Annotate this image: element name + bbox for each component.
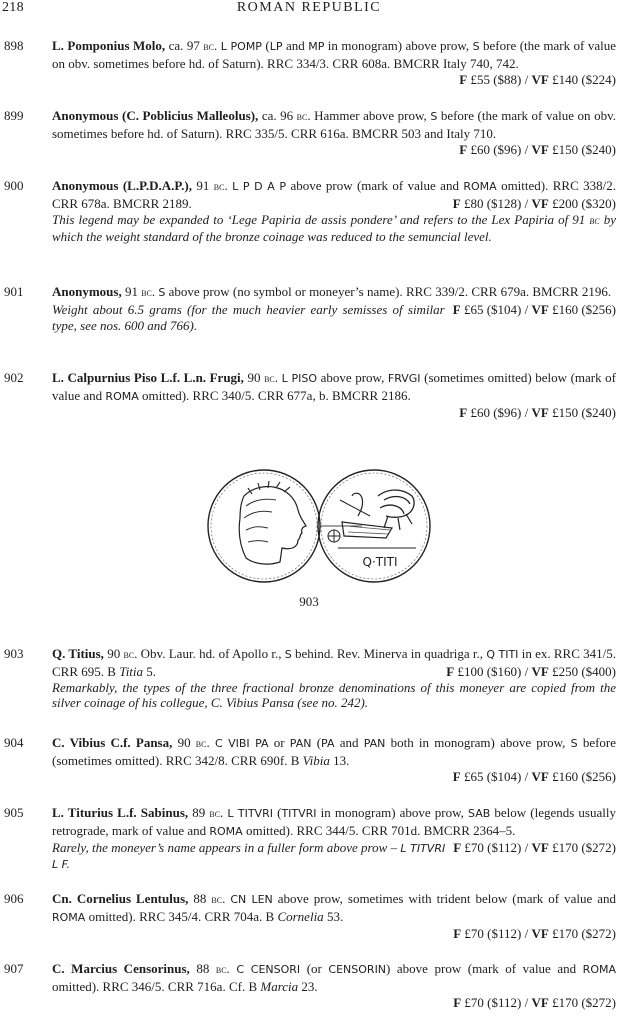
- price-line: F £65 ($104) / VF £160 ($256): [452, 301, 616, 317]
- family-name: Titia: [119, 663, 144, 679]
- entry-text: omitted). RRC 338/2. CRR 678a. BMCRR 2189.: [52, 178, 617, 211]
- era-abbrev: bc: [264, 373, 275, 385]
- entry-text: Weight about 6.5 grams (for the much heavier early semisses of similar type, see nos. 600 and 766).: [52, 301, 445, 333]
- entry-description: [52, 178, 616, 212]
- entry-body: [52, 891, 616, 941]
- grade-vf-label: VF: [531, 195, 549, 211]
- entry-body: [52, 961, 616, 1010]
- entry-description: [52, 108, 616, 157]
- moneyer-name: L. Calpurnius Piso L.f. L.n. Frugi,: [52, 370, 244, 385]
- entry-text: 89: [188, 805, 210, 820]
- entry-body: [52, 178, 616, 245]
- coin-legend: PAN: [363, 737, 386, 750]
- entry-text: .: [224, 178, 233, 193]
- moneyer-name: L. Titurius L.f. Sabinus,: [52, 805, 189, 820]
- entry-text: above prow, sometimes with trident below (mark of value and: [272, 891, 617, 906]
- entry-description: [52, 370, 616, 405]
- coin-legend: S: [570, 737, 578, 750]
- moneyer-name: Q. Titius,: [52, 646, 104, 661]
- entry-text: omitted). RRC 346/5. CRR 716a. Cf. B: [52, 978, 261, 994]
- moneyer-name: Anonymous,: [52, 284, 122, 299]
- entry-text: 90: [243, 370, 265, 385]
- family-name: Vibia: [302, 752, 330, 768]
- grade-vf-label: VF: [531, 404, 549, 420]
- entry-number: 903: [4, 646, 24, 661]
- entry-text: 91: [191, 178, 214, 193]
- entry-text: 88: [189, 961, 216, 976]
- entry-text: ) above prow (mark of value and: [386, 961, 583, 976]
- entry-description: [52, 735, 616, 769]
- coin-legend: ROMA: [105, 389, 139, 403]
- moneyer-name: Anonymous (L.P.D.A.P.),: [52, 178, 192, 193]
- era-abbrev: bc: [211, 894, 223, 906]
- entry-body: [52, 38, 616, 87]
- grade-vf-label: VF: [531, 141, 549, 157]
- moneyer-name: L. Pomponius Molo,: [52, 38, 166, 53]
- price-vf: £160 ($256): [552, 768, 616, 784]
- entry-text: . Obv. Laur. hd. of Apollo r.,: [134, 646, 285, 661]
- grade-f-label: F: [453, 925, 462, 941]
- entry-body: [52, 646, 616, 711]
- entry-text: below (legends usually retrograde, mark of value and: [52, 805, 616, 838]
- entry-description: [52, 891, 616, 926]
- price-vf: £150 ($240): [552, 404, 616, 420]
- family-name: Cornelia: [277, 908, 324, 924]
- price-line: F £60 ($96) / VF £150 ($240): [459, 404, 616, 420]
- entry-text: .: [220, 805, 228, 820]
- entry-text: both in monogram) above prow,: [385, 735, 571, 750]
- entry-number: 900: [4, 178, 24, 193]
- page-header: [0, 0, 618, 22]
- price-vf: £250 ($400): [552, 663, 616, 679]
- price-line: F £65 ($104) / VF £160 ($256): [452, 768, 616, 784]
- entry-text: .: [222, 891, 231, 906]
- era-abbrev: bc: [209, 808, 221, 820]
- moneyer-name: C. Marcius Censorinus,: [52, 961, 190, 976]
- entry-text: (sometimes omitted) below (mark of value and: [52, 370, 617, 403]
- coin-legend: ROMA: [582, 963, 616, 976]
- entry-body: [52, 108, 616, 157]
- grade-vf-label: VF: [531, 925, 549, 941]
- moneyer-name: Anonymous (C. Poblicius Malleolus),: [52, 108, 259, 123]
- entry-text: Rarely, the moneyer’s name appears in a fuller form above prow –: [52, 839, 401, 855]
- price-vf: £200 ($320): [552, 195, 616, 211]
- grade-f-label: F: [459, 141, 468, 157]
- entry-text: in monogram) above prow,: [316, 805, 469, 820]
- illustration-caption: 903: [299, 594, 319, 609]
- price-vf: £160 ($256): [552, 301, 616, 317]
- grade-f-label: F: [453, 839, 462, 855]
- era-abbrev: bc: [203, 41, 214, 53]
- coin-legend: SAB: [468, 807, 491, 820]
- coin-legend: S: [472, 40, 480, 53]
- coin-legend: ROMA: [52, 910, 86, 924]
- grade-vf-label: VF: [531, 301, 549, 317]
- entry-text: 88: [188, 891, 212, 906]
- grade-vf-label: VF: [531, 839, 549, 855]
- price-line: F £70 ($112) / VF £170 ($272): [453, 994, 616, 1010]
- entry-body: [52, 735, 616, 784]
- price-line: F £70 ($112) / VF £170 ($272): [453, 839, 616, 855]
- coin-legend: ROMA: [463, 180, 497, 193]
- grade-f-label: F: [459, 71, 468, 87]
- entry-text: ca. 96: [258, 108, 297, 123]
- era-abbrev: bc: [195, 738, 207, 750]
- entry-text: before (the mark of value on obv. sometimes before hd. of Saturn). RRC 334/3. CRR 608a. BMCRR Italy 740, 742.: [52, 38, 616, 71]
- entry-number: 902: [4, 370, 24, 385]
- coin-legend: L TITVRI L F.: [52, 841, 446, 872]
- entry-text: 53.: [323, 908, 344, 924]
- entry-text: 23.: [298, 978, 318, 994]
- page-number: 218: [2, 0, 24, 15]
- era-abbrev: bc: [215, 964, 227, 976]
- entry-text: in monogram) above prow,: [324, 38, 473, 53]
- entry-text: Remarkably, the types of the three fractional bronze denominations of this moneyer are copied from the silver coinage of his collegue, C. Vibius Pansa (see no. 242).: [52, 679, 616, 711]
- entry-text: This legend may be expanded to ‘Lege Papiria de assis pondere’ and refers to the Lex Papiria of 91: [52, 211, 590, 227]
- entry-note: [52, 680, 616, 712]
- entry-text: 91: [121, 284, 142, 299]
- entry-note: [52, 212, 616, 246]
- era-abbrev: bc: [296, 111, 308, 123]
- price-f: £100 ($160): [457, 663, 522, 679]
- entry-text: omitted). RRC 340/5. CRR 677a, b. BMCRR 2186.: [138, 387, 411, 403]
- coin-legend: LP: [269, 40, 283, 53]
- coin-legend: PAN: [289, 737, 312, 750]
- entry-text: 90: [103, 646, 124, 661]
- price-line: F £60 ($96) / VF £150 ($240): [459, 141, 616, 157]
- coin-legend: S: [430, 110, 438, 123]
- entry-text: .: [151, 284, 159, 299]
- grade-f-label: F: [459, 404, 468, 420]
- entry-number: 907: [4, 961, 24, 976]
- era-abbrev: bc: [141, 287, 152, 299]
- entry-text: 13.: [329, 752, 350, 768]
- entry-body: [52, 370, 616, 420]
- entry-text: .: [274, 370, 282, 385]
- coin-legend: FRVGI: [387, 372, 421, 385]
- entry-text: above prow (no symbol or moneyer’s name). RRC 339/2. CRR 679a. BMCRR 2196.: [165, 284, 612, 299]
- price-f: £60 ($96): [470, 404, 522, 420]
- entry-text: by which the weight standard of the bronze coinage was reduced to the semuncial level.: [52, 211, 616, 245]
- entry-number: 904: [4, 735, 24, 750]
- entry-text: omitted). RRC 345/4. CRR 704a. B: [85, 908, 278, 924]
- entry-text: and: [282, 38, 309, 53]
- running-head: ROMAN REPUBLIC: [236, 0, 382, 15]
- era-abbrev: bc: [589, 214, 600, 227]
- price-f: £65 ($104): [463, 768, 522, 784]
- coin-legend: C VIBI PA: [214, 737, 269, 750]
- entry-text: omitted). RRC 344/5. CRR 701d. BMCRR 2364–5.: [242, 822, 516, 838]
- price-f: £55 ($88): [470, 71, 522, 87]
- price-line: F £80 ($128) / VF £200 ($320): [452, 195, 616, 211]
- price-f: £80 ($128): [463, 195, 522, 211]
- entry-description: [52, 38, 616, 87]
- entry-text: .: [226, 961, 237, 976]
- entry-text: (: [261, 38, 270, 53]
- entry-text: in ex. RRC 341/5. CRR 695. B: [52, 646, 617, 679]
- entry-number: 899: [4, 108, 24, 123]
- entry-text: . Hammer above prow,: [307, 108, 431, 123]
- entry-text: (: [272, 805, 282, 820]
- price-vf: £140 ($224): [552, 71, 616, 87]
- grade-f-label: F: [452, 768, 461, 784]
- grade-vf-label: VF: [531, 663, 549, 679]
- price-line: F £70 ($112) / VF £170 ($272): [453, 925, 616, 941]
- grade-f-label: F: [453, 994, 462, 1010]
- entry-text: or: [268, 735, 290, 750]
- entry-text: 5.: [143, 663, 157, 679]
- entry-text: before (the mark of value on obv. sometimes before hd. of Saturn). RRC 335/5. CRR 616a. BMCRR 503 and Italy 710.: [52, 108, 616, 141]
- price-f: £60 ($96): [470, 141, 522, 157]
- price-vf: £170 ($272): [552, 839, 616, 855]
- coin-legend: L TITVRI: [227, 807, 273, 820]
- entry-text: before (sometimes omitted). RRC 342/8. CRR 690f. B: [52, 735, 617, 768]
- entry-text: above prow (mark of value and: [286, 178, 464, 193]
- grade-vf-label: VF: [531, 71, 549, 87]
- coin-legend: CN LEN: [230, 893, 273, 906]
- entry-body: [52, 284, 616, 333]
- entry-number: 906: [4, 891, 24, 906]
- price-vf: £170 ($272): [552, 925, 616, 941]
- price-f: £70 ($112): [464, 839, 522, 855]
- coin-legend: ROMA: [209, 824, 243, 838]
- price-line: F £55 ($88) / VF £140 ($224): [459, 71, 616, 87]
- entry-text: ca. 97: [165, 38, 204, 53]
- coin-legend: MP: [308, 40, 325, 53]
- coin-legend: TITVRI: [281, 807, 317, 820]
- entry-body: [52, 805, 616, 873]
- entry-text: .: [206, 735, 215, 750]
- entry-text: and: [334, 735, 364, 750]
- moneyer-name: C. Vibius C.f. Pansa,: [52, 735, 173, 750]
- price-vf: £150 ($240): [552, 141, 616, 157]
- coin-legend: Q TITI: [486, 648, 519, 661]
- price-f: £70 ($112): [464, 925, 522, 941]
- entry-description: [52, 961, 616, 995]
- grade-vf-label: VF: [531, 768, 549, 784]
- entry-text: (: [311, 735, 322, 750]
- entry-description: [52, 646, 616, 680]
- grade-f-label: F: [446, 663, 455, 679]
- era-abbrev: bc: [123, 649, 135, 661]
- entry-text: 90: [172, 735, 196, 750]
- grade-vf-label: VF: [531, 994, 549, 1010]
- entry-text: (or: [300, 961, 329, 976]
- era-abbrev: bc: [213, 181, 225, 193]
- family-name: Marcia: [260, 978, 299, 994]
- grade-f-label: F: [452, 301, 461, 317]
- coin-obverse-icon: [208, 470, 320, 582]
- entry-number: 898: [4, 38, 24, 53]
- coin-legend: PA: [321, 737, 335, 750]
- entry-number: 901: [4, 284, 24, 299]
- entry-text: above prow,: [317, 370, 388, 385]
- grade-f-label: F: [452, 195, 461, 211]
- moneyer-name: Cn. Cornelius Lentulus,: [52, 891, 189, 906]
- entry-number: 905: [4, 805, 24, 820]
- coin-legend: CENSORIN: [328, 963, 387, 976]
- entry-text: .: [213, 38, 221, 53]
- coin-legend: C CENSORI: [236, 963, 301, 976]
- coin-legend: L PISO: [281, 372, 318, 385]
- coin-legend: L POMP: [220, 40, 262, 53]
- price-f: £65 ($104): [463, 301, 522, 317]
- coin-legend: S: [158, 286, 166, 299]
- entry-text: behind. Rev. Minerva in quadriga r.,: [291, 646, 487, 661]
- reverse-legend: Q·TITI: [362, 555, 398, 569]
- price-line: F £100 ($160) / VF £250 ($400): [446, 663, 616, 679]
- coin-illustration: [202, 466, 432, 586]
- coin-legend: S: [284, 648, 292, 661]
- coin-legend: L P D A P: [232, 180, 287, 193]
- price-vf: £170 ($272): [552, 994, 616, 1010]
- price-f: £70 ($112): [464, 994, 522, 1010]
